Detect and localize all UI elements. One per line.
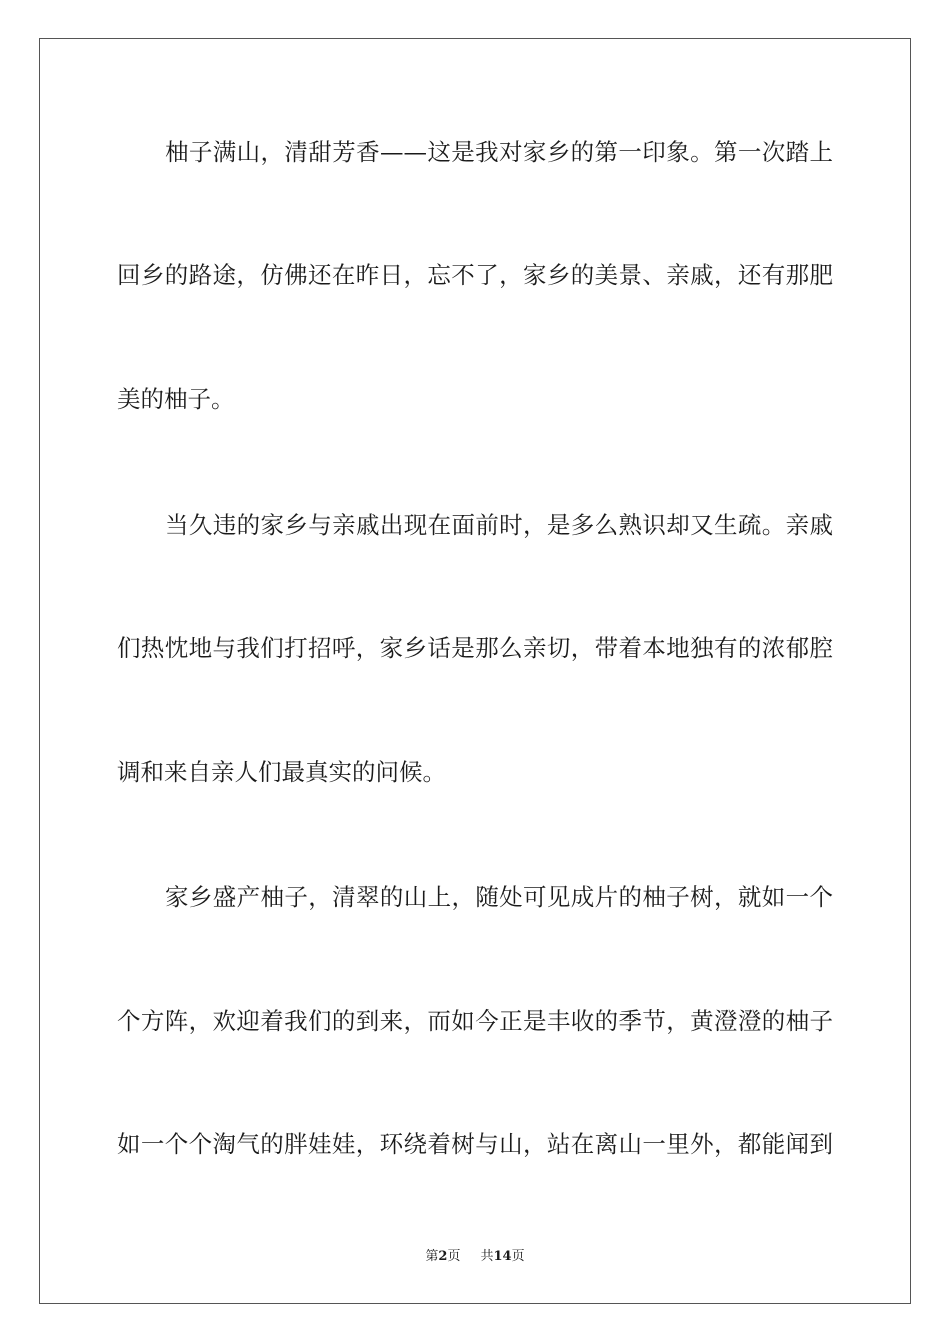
paragraph-3-line-1: 家乡盛产柚子，清翠的山上，随处可见成片的柚子树，就如一个	[165, 883, 833, 911]
page-border	[39, 38, 911, 1304]
total-prefix: 共	[480, 1249, 494, 1264]
paragraph-2-line-3: 调和来自亲人们最真实的问候。	[117, 758, 446, 786]
paragraph-3-line-3: 如一个个淘气的胖娃娃，环绕着树与山，站在离山一里外，都能闻到	[117, 1130, 833, 1158]
page-number: 2	[438, 1249, 448, 1264]
page-suffix: 页	[447, 1249, 461, 1264]
paragraph-2-line-1: 当久违的家乡与亲戚出现在面前时，是多么熟识却又生疏。亲戚	[165, 511, 833, 539]
paragraph-1-line-3: 美的柚子。	[117, 385, 235, 413]
page-footer	[0, 1248, 950, 1266]
paragraph-2-line-2: 们热忱地与我们打招呼，家乡话是那么亲切，带着本地独有的浓郁腔	[117, 634, 833, 662]
total-pages: 14	[493, 1249, 512, 1264]
paragraph-3-line-2: 个方阵，欢迎着我们的到来，而如今正是丰收的季节，黄澄澄的柚子	[117, 1007, 833, 1035]
paragraph-1-line-2: 回乡的路途，仿佛还在昨日，忘不了，家乡的美景、亲戚，还有那肥	[117, 261, 833, 289]
page-prefix: 第	[425, 1249, 439, 1264]
total-suffix: 页	[511, 1249, 525, 1264]
paragraph-1-line-1: 柚子满山，清甜芳香——这是我对家乡的第一印象。第一次踏上	[165, 138, 833, 166]
